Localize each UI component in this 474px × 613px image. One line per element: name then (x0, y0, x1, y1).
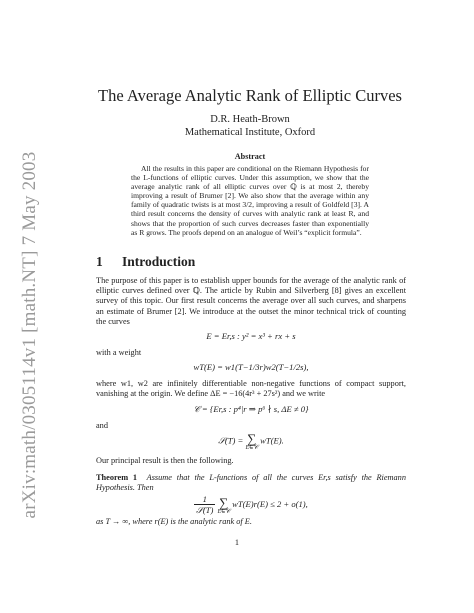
section-heading (96, 254, 195, 270)
summation-symbol: ∑ E∈𝒞 (245, 431, 258, 451)
intro-paragraph-5: Our principal result is then the following. (96, 456, 234, 465)
author-affiliation: Mathematical Institute, Oxford (184, 127, 316, 138)
intro-paragraph-3: where w1, w2 are infinitely differentiable non-negative functions of compact support, vanishing at the origin. We define ΔE = −16(4r³ + 27s²) and we write (96, 379, 406, 399)
abstract-heading: Abstract (234, 152, 266, 161)
equation-curve: E = Er,s : y² = x³ + rx + s (206, 331, 296, 341)
intro-paragraph-2: with a weight (96, 348, 142, 357)
equation-sum-lhs: 𝒮(T) = (218, 435, 244, 446)
equation-weight: wT(E) = w1(T−1/3r)w2(T−1/2s), (193, 362, 309, 372)
section-title: Introduction (122, 254, 196, 269)
equation-sum-weights (96, 432, 406, 451)
author-name: D.R. Heath-Brown (210, 114, 290, 125)
theorem-label: Theorem 1 (96, 473, 138, 482)
section-number: 1 (96, 254, 103, 269)
equation-theorem (96, 494, 406, 516)
theorem-1 (96, 473, 406, 493)
equation-family: 𝒞 = {Er,s : p⁴|r ⇒ p⁶ ∤ s, ΔE ≠ 0} (193, 404, 309, 414)
summation-symbol-theorem: ∑ E∈𝒞 (217, 494, 230, 515)
summation-subscript: E∈𝒞 (245, 445, 258, 451)
arxiv-stamp-text: arXiv:math/0305114v1 [math.NT] 7 May 2003 (19, 151, 40, 519)
theorem-statement: Assume that the L-functions of all the curves Er,s satisfy the Riemann Hypothesis. Then (96, 473, 406, 493)
intro-paragraph-4: and (96, 421, 108, 430)
page-number: 1 (234, 538, 240, 547)
summation-subscript-theorem: E∈𝒞 (217, 508, 230, 515)
fraction-numerator: 1 (194, 494, 215, 505)
intro-paragraph-1: The purpose of this paper is to establish upper bounds for the average of the analytic rank of elliptic curves defined over ℚ. The article by Rubin and Silverberg [8] gives an excellent survey of this topic. Our first result concerns the average over all such curves, and sharpens an estimate of Brumer [2]. We introduce at the outset the minor technical trick of counting the curves (96, 276, 406, 326)
arxiv-stamp (2, 120, 46, 550)
theorem-tail: as T → ∞, where r(E) is the analytic rank of E. (96, 517, 252, 526)
equation-sum-rhs: wT(E). (260, 435, 284, 446)
abstract-text: All the results in this paper are conditional on the Riemann Hypothesis for the L-functions of elliptic curves. Under this assumption, we show that the average analytic rank of all elliptic curves over ℚ is at most 2, thereby improving a result of Brumer [2]. We also show that the average within any family of quadratic twists is at most 3/2, improving a result of Goldfeld [3]. A third result concerns the density of curves with analytic rank at least R, and shows that the proportion of such curves decreases faster than exponentially as R grows. The proofs depend on an analogue of Weil’s “explicit formula”. (131, 164, 369, 237)
fraction-denominator: 𝒮(T) (196, 505, 214, 515)
equation-fraction (194, 494, 215, 516)
paper-title: The Average Analytic Rank of Elliptic Curves (98, 86, 402, 105)
equation-theorem-rhs: wT(E)r(E) ≤ 2 + o(1), (232, 498, 308, 509)
